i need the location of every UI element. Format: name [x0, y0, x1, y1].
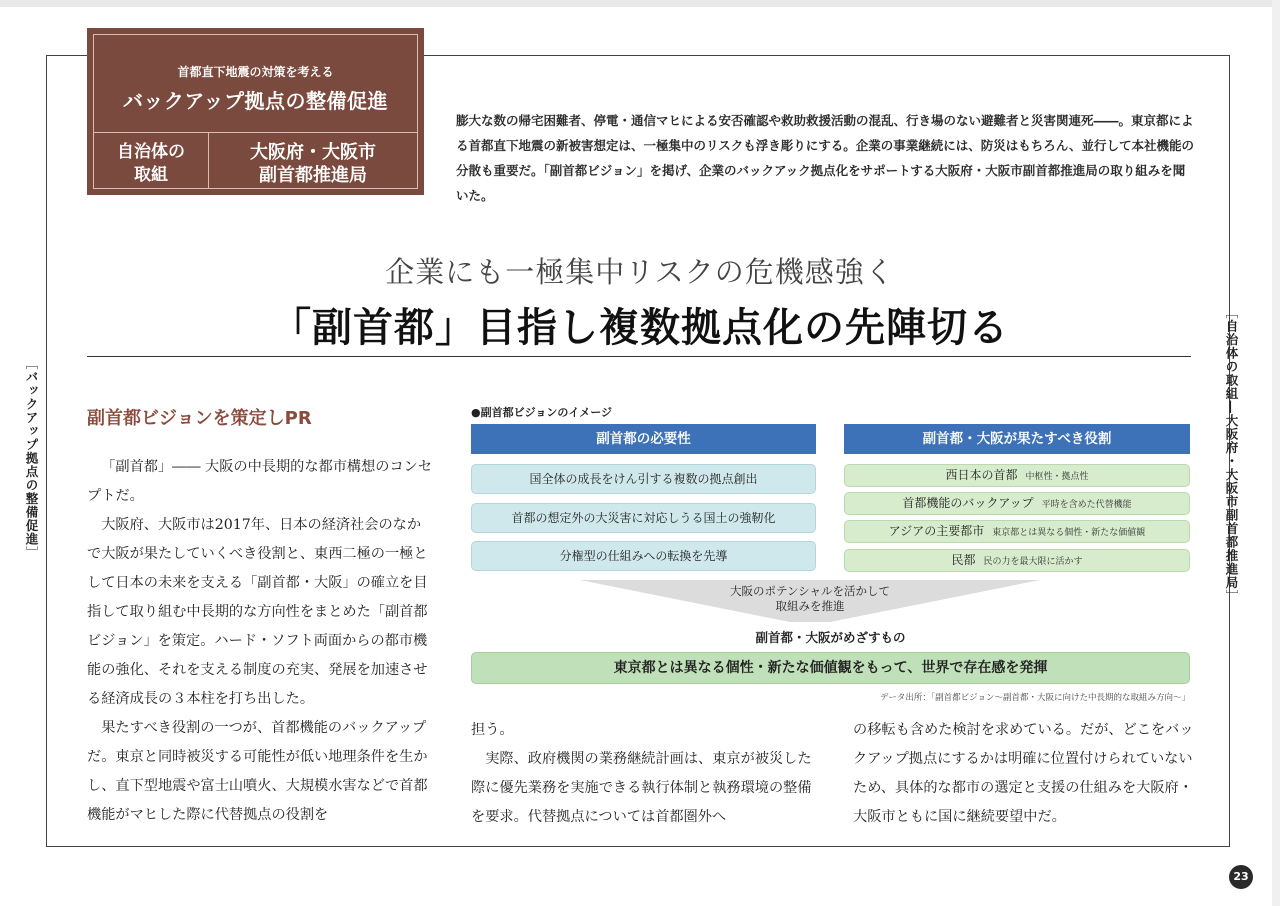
body-column-2	[471, 716, 816, 832]
role-item-note: 中枢性・拠点性	[1025, 472, 1089, 482]
funnel-text-line1: 大阪のポテンシャルを活かして	[730, 584, 890, 598]
lead-paragraph: 膨大な数の帰宅困難者、停電・通信マヒによる安否確認や救助救援活動の混乱、行き場のない避難者と災害関連死――。東京都による首都直下地震の新被害想定は、一極集中のリスクも浮き彫りにする。企業の事業継続には、防災はもちろん、並行して本社機能の分散も重要だ。「副首都ビジョン」を掲げ、企業のバックアック拠点化をサポートする大阪府・大阪市副首都推進局の取り組みを聞いた。	[456, 113, 1195, 203]
role-item-note: 東京都とは異なる個性・新たな価値観	[992, 528, 1146, 538]
headline-main: 「副首都」目指し複数拠点化の先陣切る	[271, 304, 1009, 351]
role-item-main: 民都	[951, 553, 976, 567]
side-label-left-text: バックアップ拠点の整備促進	[24, 370, 39, 546]
body-column-3	[853, 716, 1198, 832]
role-item	[844, 464, 1190, 487]
body-paragraph: 果たすべき役割の一つが、首都機能のバックアップだ。東京と同時被災する可能性が低い地理条件を生かし、直下型地震や富士山噴火、大規模水害などで首都機能がマヒした際に代替拠点の役割を	[87, 720, 428, 823]
title-box-divider	[94, 132, 417, 133]
bracket-close-right: ］	[1224, 589, 1239, 603]
category-label-line2: 取組	[134, 165, 168, 185]
page-number: 23	[1229, 865, 1253, 889]
category-label	[94, 141, 208, 187]
diagram-right-header: 副首都・大阪が果たすべき役割	[844, 424, 1190, 454]
body-paragraph: 担う。	[471, 722, 514, 738]
data-source: データ出所：「副首都ビジョン～副首都・大阪に向けた中長期的な取組み方向～」	[879, 693, 1190, 703]
necessity-item: 国全体の成長をけん引する複数の拠点創出	[471, 464, 816, 494]
role-item	[844, 492, 1190, 515]
bracket-open-right: ［	[1224, 306, 1239, 320]
body-column-1	[87, 453, 432, 830]
role-item	[844, 520, 1190, 543]
role-item-main: 西日本の首都	[945, 468, 1018, 482]
necessity-item: 分権型の仕組みへの転換を先導	[471, 541, 816, 571]
funnel-text	[600, 584, 1020, 614]
role-item-main: 首都機能のバックアップ	[902, 496, 1034, 510]
body-paragraph: 実際、政府機関の業務継続計画は、東京が被災した際に優先業務を実施できる執行体制と執務環境の整備を要求。代替拠点については首都圏外へ	[471, 751, 812, 825]
organization-label-line2: 副首都推進局	[259, 165, 367, 186]
role-item-main: アジアの主要都市	[888, 524, 985, 538]
necessity-item: 首都の想定外の大災害に対応しうる国土の強靭化	[471, 503, 816, 533]
goal-bar: 東京都とは異なる個性・新たな価値観をもって、世界で存在感を発揮	[471, 652, 1190, 684]
title-box-border	[93, 34, 418, 189]
bracket-close-left: ］	[24, 546, 39, 560]
title-box	[87, 28, 424, 195]
title-box-title: バックアップ拠点の整備促進	[122, 89, 389, 113]
diagram-left-header: 副首都の必要性	[471, 424, 816, 454]
bracket-open-left: ［	[24, 357, 39, 371]
headline-rule	[87, 356, 1191, 357]
body-paragraph: の移転も含めた検討を求めている。だが、どこをバックアップ拠点にするかは明確に位置付けられていないため、具体的な都市の選定と支援の仕組みを大阪府・大阪市ともに国に継続要望中だ。	[853, 722, 1194, 825]
funnel-text-line2: 取組みを推進	[775, 599, 845, 613]
organization-label	[209, 141, 417, 187]
organization-label-line1: 大阪府・大阪市	[250, 142, 376, 163]
right-edge	[1272, 0, 1280, 906]
goal-label: 副首都・大阪がめざすもの	[755, 630, 906, 645]
section-subhead: 副首都ビジョンを策定しPR	[87, 408, 312, 429]
body-paragraph: 大阪府、大阪市は2017年、日本の経済社会のなかで大阪が果たしていくべき役割と、東西二極の一極として日本の未来を支える「副首都・大阪」の確立を目指して取り組む中長期的な方向性をまとめた「副首都ビジョン」を策定。ハード・ソフト両面からの都市機能の強化、それを支える制度の充実、発展を加速させる経済成長の３本柱を打ち出した。	[87, 517, 428, 707]
body-paragraph: 「副首都」―― 大阪の中長期的な都市構想のコンセプトだ。	[87, 459, 433, 504]
title-box-subtitle: 首都直下地震の対策を考える	[177, 65, 334, 79]
role-item-note: 民の力を最大限に活かす	[983, 557, 1083, 567]
diagram-caption: ●副首都ビジョンのイメージ	[471, 406, 613, 419]
top-edge	[0, 0, 1280, 7]
headline-sub: 企業にも一極集中リスクの危機感強く	[385, 255, 895, 289]
side-label-right-text: 自治体の取組―大阪府・大阪市副首都推進局	[1224, 319, 1239, 590]
side-label-right	[1224, 306, 1238, 603]
category-label-line1: 自治体の	[117, 142, 185, 162]
side-label-left	[24, 357, 38, 560]
role-item	[844, 549, 1190, 572]
role-item-note: 平時を含めた代替機能	[1041, 500, 1132, 510]
